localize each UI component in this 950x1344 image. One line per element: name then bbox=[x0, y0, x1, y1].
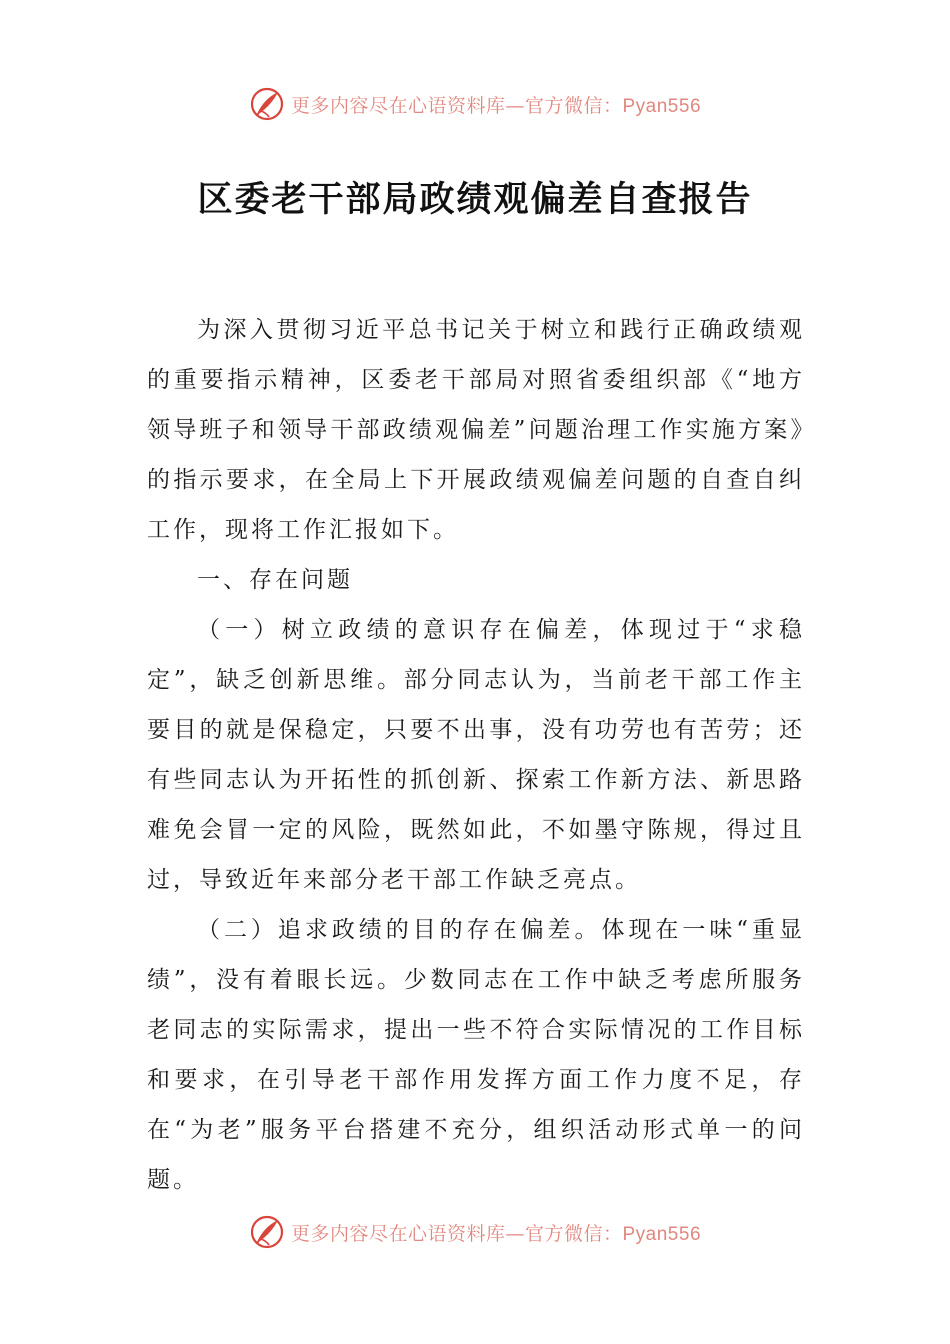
watermark-text-cn: 更多内容尽在心语资料库—官方微信： bbox=[290, 1222, 623, 1245]
intro-paragraph: 为深入贯彻习近平总书记关于树立和践行正确政绩观的重要指示精神，区委老干部局对照省委组织部《“地方领导班子和领导干部政绩观偏差”问题治理工作实施方案》的指示要求，在全局上下开展政绩观偏差问题的自查自纠工作，现将工作汇报如下。 bbox=[147, 317, 805, 543]
problem-paragraph-1: （一）树立政绩的意识存在偏差，体现过于“求稳定”，缺乏创新思维。部分同志认为，当前老干部工作主要目的就是保稳定，只要不出事，没有功劳也有苦劳；还有些同志认为开拓性的抓创新、探索工作新方法、新思路难免会冒一定的风险，既然如此，不如墨守陈规，得过且过，导致近年来部分老干部工作缺乏亮点。 bbox=[147, 617, 805, 893]
footer-watermark-banner bbox=[0, 1210, 950, 1254]
watermark-wechat-id: Pyan556 bbox=[622, 1223, 702, 1245]
document-title: 区委老干部局政绩观偏差自查报告 bbox=[197, 180, 753, 220]
feather-pen-logo-icon bbox=[249, 86, 285, 122]
section-heading-problems: 一、存在问题 bbox=[197, 567, 353, 593]
problem-paragraph-2: （二）追求政绩的目的存在偏差。体现在一味“重显绩”，没有着眼长远。少数同志在工作中缺乏考虑所服务老同志的实际需求，提出一些不符合实际情况的工作目标和要求，在引导老干部作用发挥方面工作力度不足，存在“为老”服务平台搭建不充分，组织活动形式单一的问题。 bbox=[147, 917, 805, 1193]
header-watermark-banner bbox=[0, 82, 950, 126]
watermark-text bbox=[291, 1219, 701, 1246]
watermark-text bbox=[291, 91, 701, 118]
watermark-wechat-id: Pyan556 bbox=[622, 95, 702, 117]
watermark-text-cn: 更多内容尽在心语资料库—官方微信： bbox=[290, 94, 623, 117]
document-body bbox=[147, 305, 805, 1205]
feather-pen-logo-icon bbox=[249, 1214, 285, 1250]
